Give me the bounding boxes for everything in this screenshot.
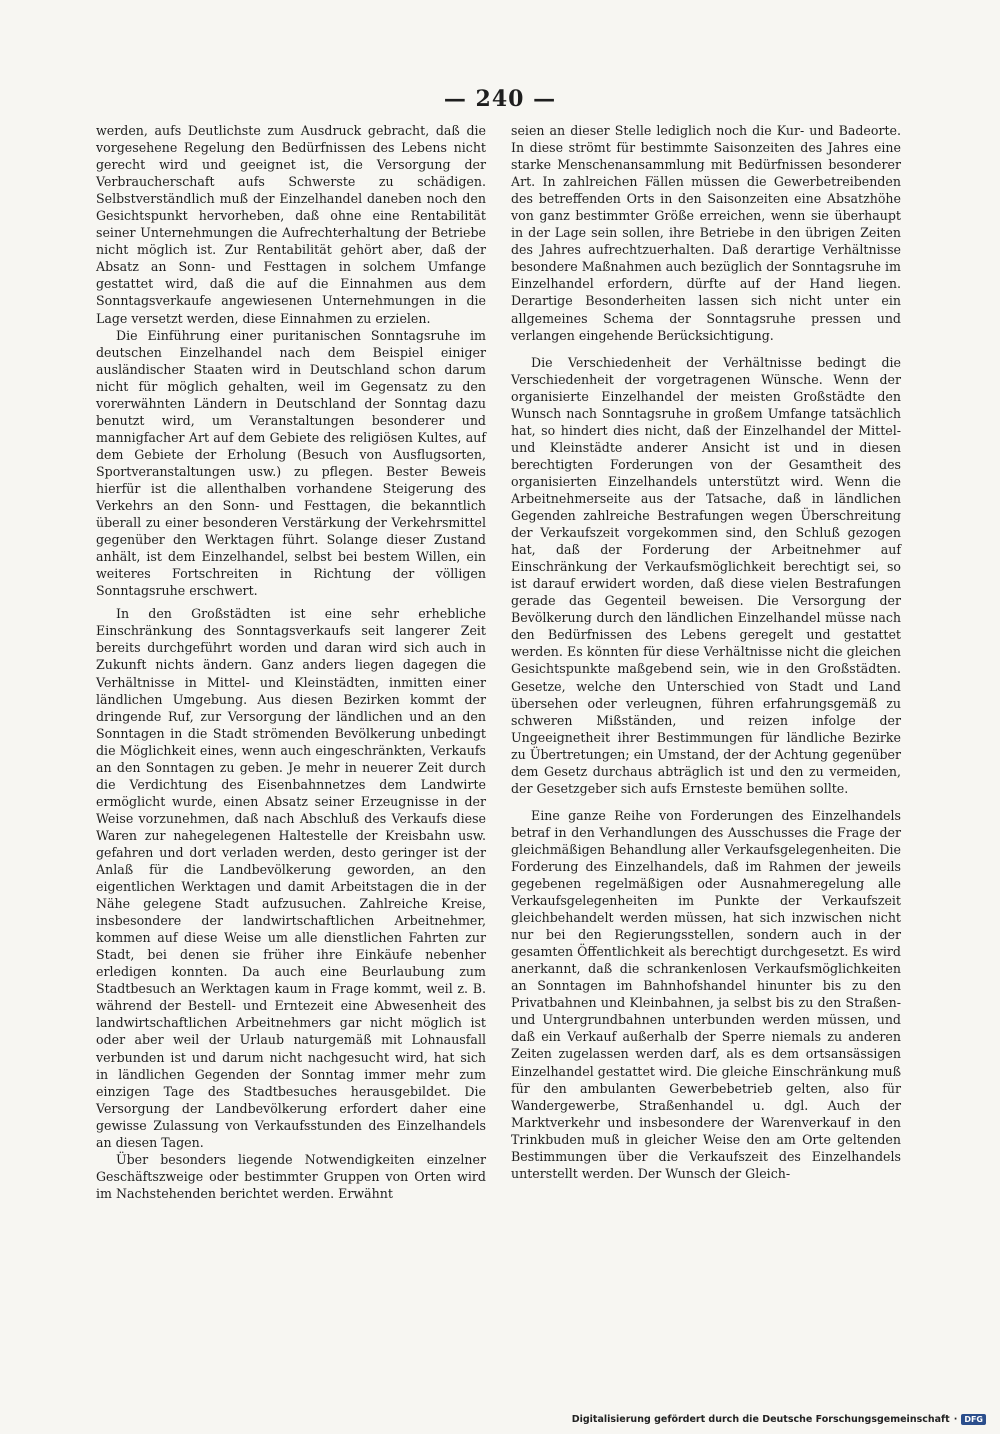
page-number: — 240 —	[443, 86, 557, 112]
paragraph: Die Einführung einer puritanischen Sonntagsruhe im deutschen Einzelhandel nach dem Beispiel einiger ausländischer Staaten wird in Deutschland schon darum nicht für möglich gehalten, weil im Gegensatz zu den vorerwähnten Ländern in Deutschland der Sonntag dazu benutzt wird, um Veranstaltungen besonderer und mannigfacher Art auf dem Gebiete des religiösen Kultes, auf dem Gebiete der Erholung (Besuch von Ausflugsorten, Sportveranstaltungen usw.) zu pflegen. Bester Beweis hierfür ist die allenthalben vorhandene Steigerung des Verkehrs an den Sonn- und Festtagen, die bekanntlich überall zu einer besonderen Verstärkung der Verkehrsmittel gegenüber den Werktagen führt. Solange dieser Zustand anhält, ist dem Einzelhandel, selbst bei bestem Willen, ein weiteres Fortschreiten in Richtung der völligen Sonntagsruhe erschwert.	[96, 327, 486, 599]
paragraph: In den Großstädten ist eine sehr erhebliche Einschränkung des Sonntagsverkaufs seit langerer Zeit bereits durchgeführt worden und daran wird sich auch in Zukunft nichts ändern. Ganz anders liegen dagegen die Verhältnisse in Mittel- und Kleinstädten, inmitten einer ländlichen Umgebung. Aus diesen Bezirken kommt der dringende Ruf, zur Versorgung der ländlichen und an den Sonntagen in die Stadt strömenden Bevölkerung unbedingt die Möglichkeit eines, wenn auch eingeschränkten, Verkaufs an den Sonntagen zu geben. Je mehr in neuerer Zeit durch die Verdichtung des Eisenbahnnetzes dem Landwirte ermöglicht wurde, einen Absatz seiner Erzeugnisse in der Weise vorzunehmen, daß nach Abschluß des Verkaufs diese Waren zur nahegelegenen Haltestelle der Kreisbahn usw. gefahren und dort verladen werden, desto geringer ist der Anlaß für die Landbevölkerung geworden, an den eigentlichen Werktagen und damit Arbeitstagen die in der Nähe gelegene Stadt aufzusuchen. Zahlreiche Kreise, insbesondere der landwirtschaftlichen Arbeitnehmer, kommen auf diese Weise um alle dienstlichen Fahrten zur Stadt, bei denen sie früher ihre Einkäufe nebenher erledigen konnten. Da auch eine Beurlaubung zum Stadtbesuch an Werktagen kaum in Frage kommt, weil z. B. während der Bestell- und Erntezeit eine Abwesenheit des landwirtschaftlichen Arbeitnehmers gar nicht möglich ist oder aber weil der Urlaub naturgemäß mit Lohnausfall verbunden ist und darum nicht nachgesucht wird, hat sich in ländlichen Gegenden der Sonntag immer mehr zum einzigen Tage des Stadtbesuches herausgebildet. Die Versorgung der Landbevölkerung erfordert daher eine gewisse Zulassung von Verkaufsstunden des Einzelhandels an diesen Tagen.	[96, 606, 486, 1150]
dfg-logo-icon: DFG	[961, 1414, 986, 1425]
footer: Digitalisierung gefördert durch die Deutsche Forschungsgemeinschaft · DFG	[572, 1414, 986, 1425]
paragraph: Eine ganze Reihe von Forderungen des Einzelhandels betraf in den Verhandlungen des Ausschusses die Frage der gleichmäßigen Behandlung aller Verkaufsgelegenheiten. Die Forderung des Einzelhandels, daß im Rahmen der jeweils gegebenen regelmäßigen oder Ausnahmeregelung alle Verkaufsgelegenheiten im Punkte der Verkaufszeit gleichbehandelt werden müssen, hat sich inzwischen nicht nur bei den Regierungsstellen, sondern auch in der gesamten Öffentlichkeit als berechtigt durchgesetzt. Es wird anerkannt, daß die schrankenlosen Verkaufsmöglichkeiten an Sonntagen im Bahnhofshandel hinunter bis zu den Privatbahnen und Kleinbahnen, ja selbst bis zu den Straßen- und Untergrundbahnen unterbunden werden müssen, und daß ein Verkauf außerhalb der Sperre niemals zu anderen Zeiten zugelassen werden darf, als es dem ortsansässigen Einzelhandel gestattet wird. Die gleiche Einschränkung muß für den ambulanten Gewerbebetrieb gelten, also für Wandergewerbe, Straßenhandel u. dgl. Auch der Marktverkehr und insbesondere der Warenverkauf in den Trinkbuden muß in gleicher Weise den am Orte geltenden Bestimmungen über die Verkaufszeit des Einzelhandels unterstellt werden. Der Wunsch der Gleich-	[511, 807, 901, 1181]
paragraph: Die Verschiedenheit der Verhältnisse bedingt die Verschiedenheit der vorgetragenen Wünsche. Wenn der organisierte Einzelhandel der meisten Großstädte den Wunsch nach Sonntagsruhe in großem Umfange tatsächlich hat, so hindert dies nicht, daß der Einzelhandel der Mittel- und Kleinstädte anderer Ansicht ist und in diesen berechtigten Forderungen von der Gesamtheit des organisierten Einzelhandels unterstützt wird. Wenn die Arbeitnehmerseite aus der Tatsache, daß in ländlichen Gegenden zahlreiche Bestrafungen wegen Überschreitung der Verkaufszeit vorgekommen sind, den Schluß gezogen hat, daß der Forderung der Arbeitnehmer auf Einschränkung der Verkaufsmöglichkeit berechtigt sei, so ist darauf erwidert worden, daß diese vielen Bestrafungen gerade das Gegenteil beweisen. Die Versorgung der Bevölkerung durch den ländlichen Einzelhandel müsse nach den Bedürfnissen des Lebens geregelt und gestattet werden. Es könnten für diese Verhältnisse nicht die gleichen Gesichtspunkte maßgebend sein, wie in den Großstädten. Gesetze, welche den Unterschied von Stadt und Land übersehen oder verleugnen, führen erfahrungsgemäß zu schweren Mißständen, und reizen infolge der Ungeeignetheit ihrer Bestimmungen für ländliche Bezirke zu Übertretungen; ein Umstand, der der Achtung gegenüber dem Gesetz durchaus abträglich ist und den zu vermeiden, der Gesetzgeber sich aufs Ernsteste bemühen sollte.	[511, 354, 901, 796]
right-column	[511, 122, 901, 1182]
paragraph: seien an dieser Stelle lediglich noch die Kur- und Badeorte. In diese strömt für bestimmte Saisonzeiten des Jahres eine starke Menschenansammlung mit Bedürfnissen besonderer Art. In zahlreichen Fällen müssen die Gewerbetreibenden des betreffenden Orts in den Saisonzeiten eine Absatzhöhe von ganz bestimmter Größe erreichen, wenn sie überhaupt in der Lage sein sollen, ihre Betriebe in den übrigen Zeiten des Jahres aufrechtzuerhalten. Daß derartige Verhältnisse besondere Maßnahmen auch bezüglich der Sonntagsruhe im Einzelhandel erfordern, dürfte auf der Hand liegen. Derartige Besonderheiten lassen sich nicht unter ein allgemeines Schema der Sonntagsruhe pressen und verlangen eingehende Berücksichtigung.	[511, 123, 901, 343]
footer-credit: Digitalisierung gefördert durch die Deutsche Forschungsgemeinschaft	[571, 1414, 950, 1425]
left-column	[96, 122, 486, 1202]
paragraph: werden, aufs Deutlichste zum Ausdruck gebracht, daß die vorgesehene Regelung den Bedürfnissen des Lebens nicht gerecht wird und geeignet ist, die Versorgung der Verbraucherschaft aufs Schwerste zu schädigen. Selbstverständlich muß der Einzelhandel daneben noch den Gesichtspunkt hervorheben, daß ohne eine Rentabilität seiner Unternehmungen die Aufrechterhaltung der Betriebe nicht möglich ist. Zur Rentabilität gehört aber, daß der Absatz an Sonn- und Festtagen in solchem Umfange gestattet wird, daß die auf die Einnahmen aus dem Sonntagsverkaufe angewiesenen Unternehmungen in die Lage versetzt werden, diese Einnahmen zu erzielen.	[96, 123, 486, 326]
paragraph: Über besonders liegende Notwendigkeiten einzelner Geschäftszweige oder bestimmter Gruppen von Orten wird im Nachstehenden berichtet werden. Erwähnt	[96, 1151, 486, 1201]
